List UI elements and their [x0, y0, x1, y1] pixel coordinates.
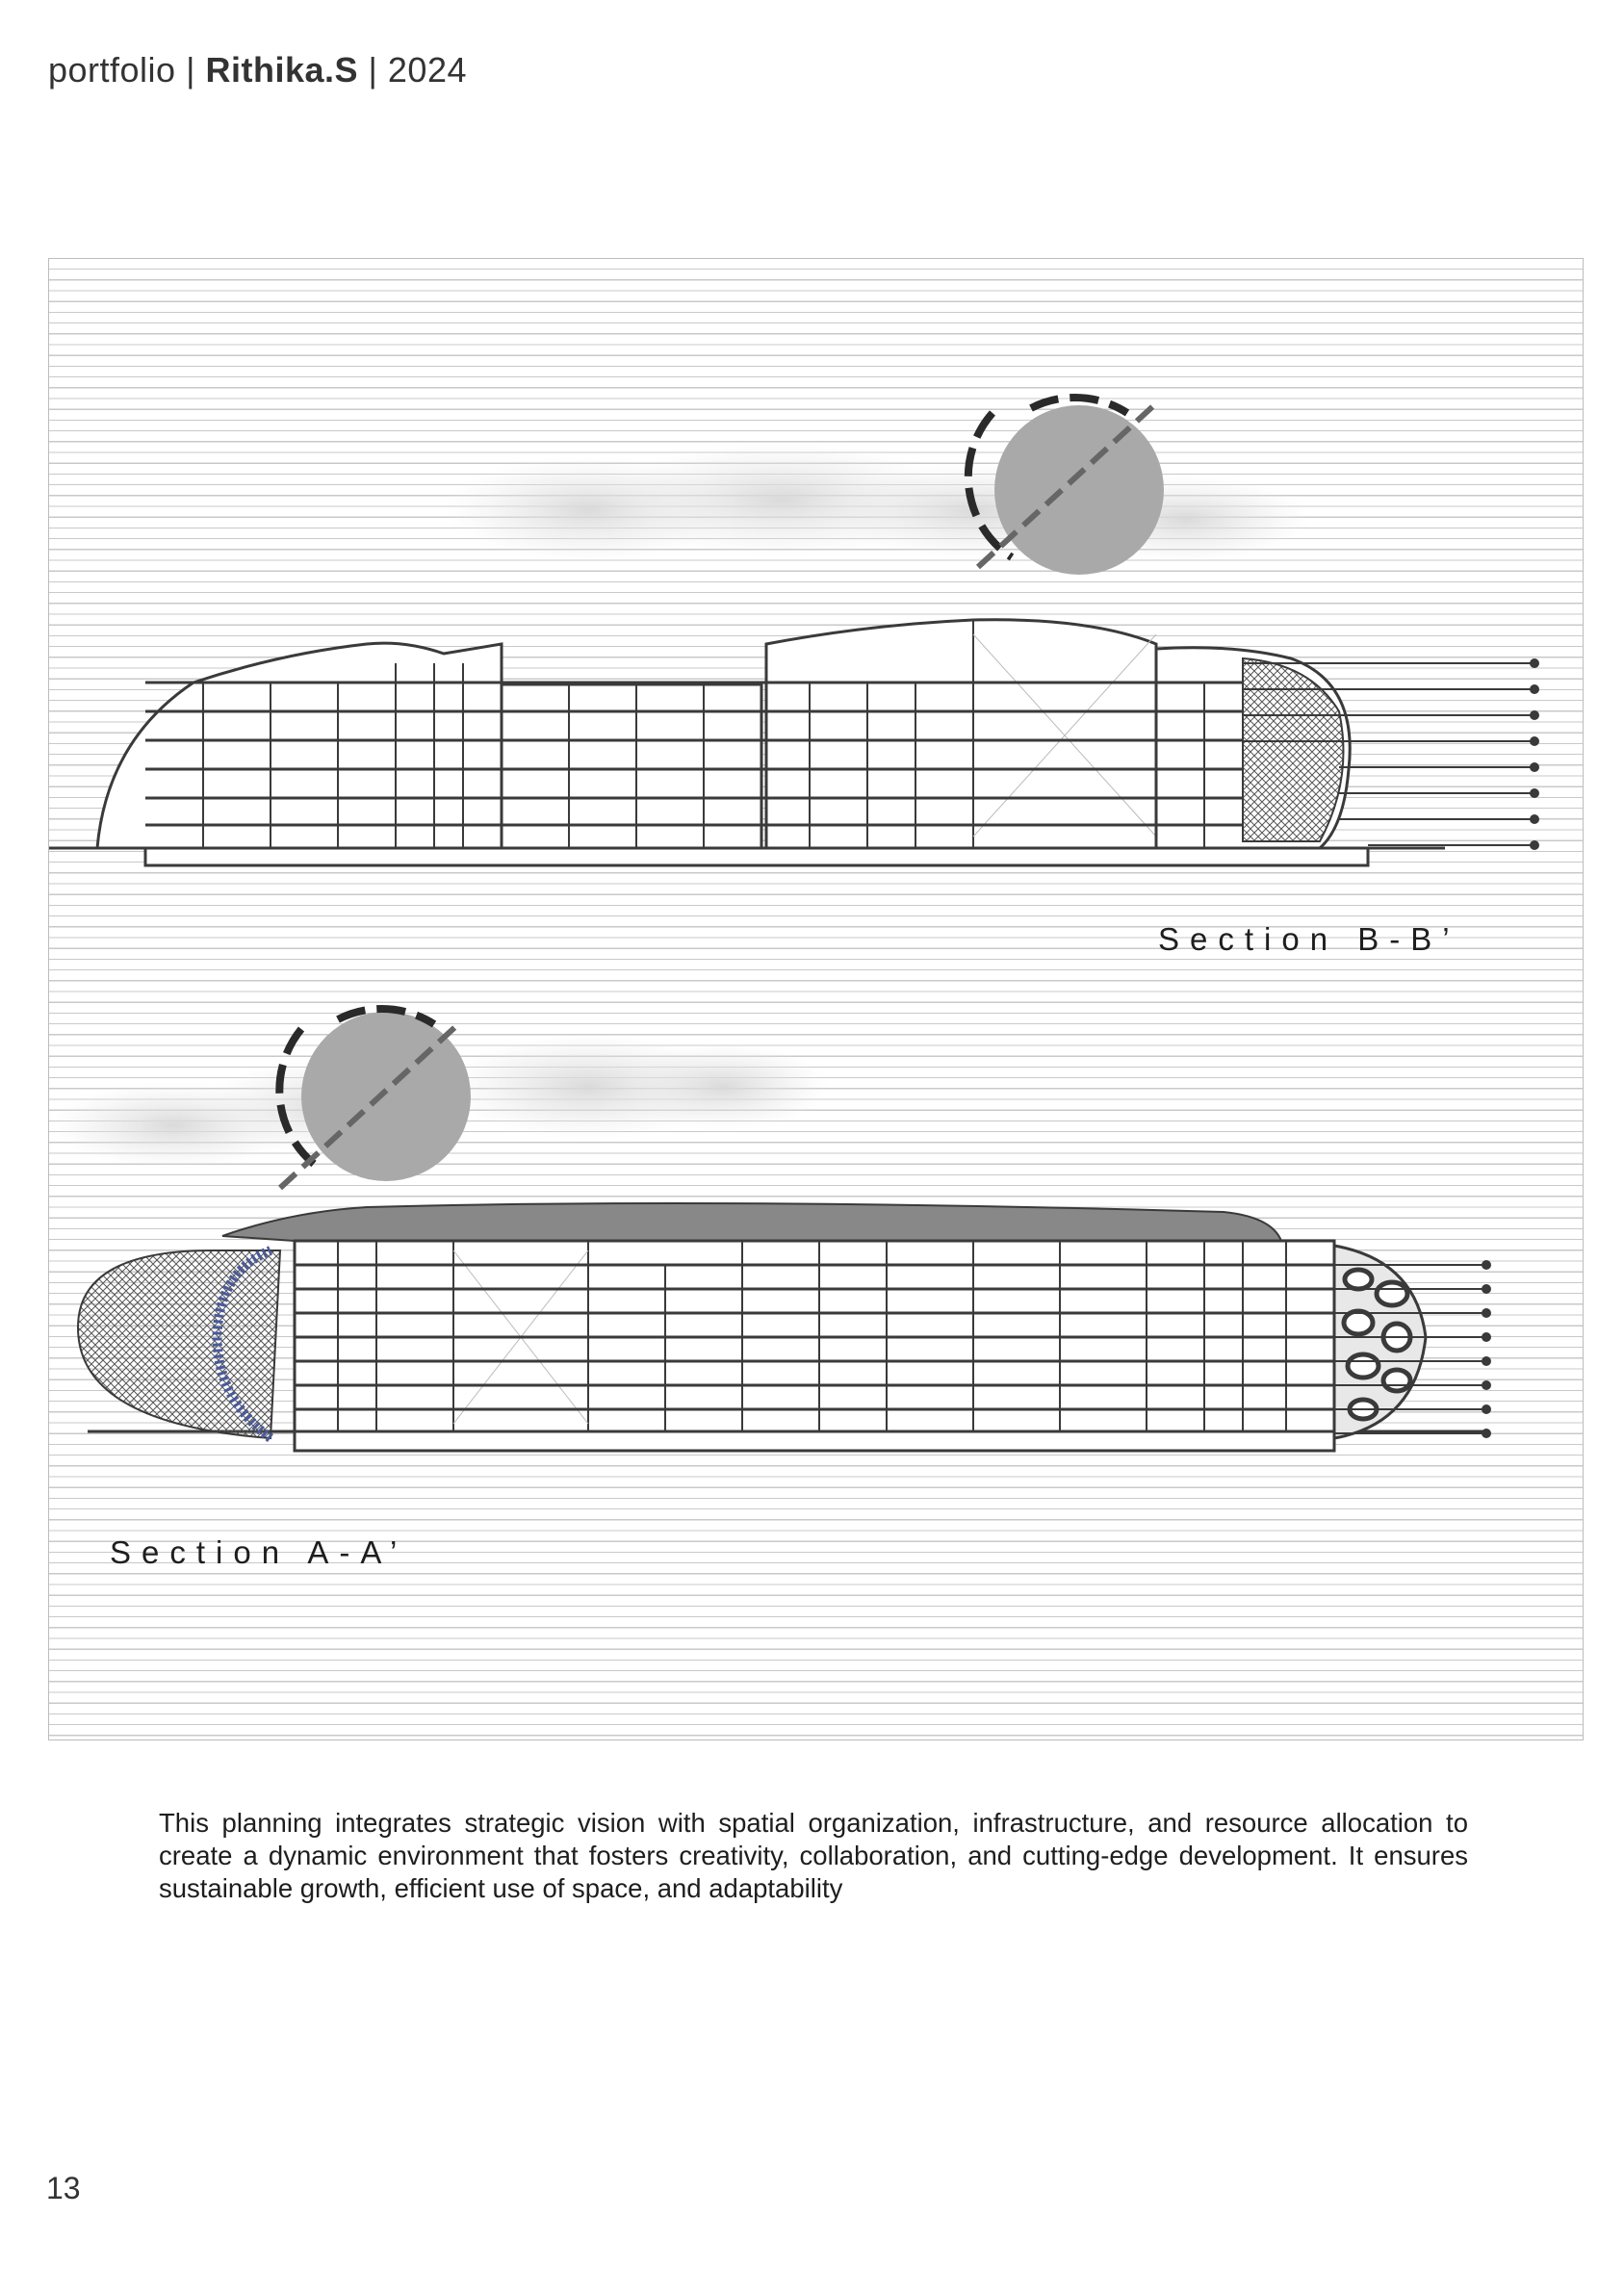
- header-separator: |: [186, 50, 195, 90]
- page-header: [48, 50, 467, 90]
- section-drawings: [49, 259, 1584, 1740]
- header-separator-2: |: [368, 50, 378, 90]
- author-name: Rithika.S: [205, 50, 359, 90]
- section-a-title: Section A-A’: [110, 1534, 408, 1570]
- page-number: 13: [46, 2171, 81, 2205]
- header-year: 2024: [387, 50, 467, 90]
- section-drawings-sheet: [48, 258, 1584, 1740]
- section-a-drawing: [49, 1009, 1490, 1451]
- header-prefix: portfolio: [48, 50, 176, 90]
- section-b-drawing: [49, 398, 1538, 865]
- sun-icon-2: [279, 1009, 471, 1188]
- section-b-title: Section B-B’: [1158, 921, 1460, 957]
- project-description: This planning integrates strategic vision with spatial organization, infrastructure, and resource allocation to create a dynamic environment that fosters creativity, collaboration, and cutting-edge development. It ensures sustainable growth, efficient use of space, and adaptability: [159, 1808, 1468, 1903]
- cloud-b: [444, 442, 1310, 562]
- sun-icon: [968, 398, 1164, 575]
